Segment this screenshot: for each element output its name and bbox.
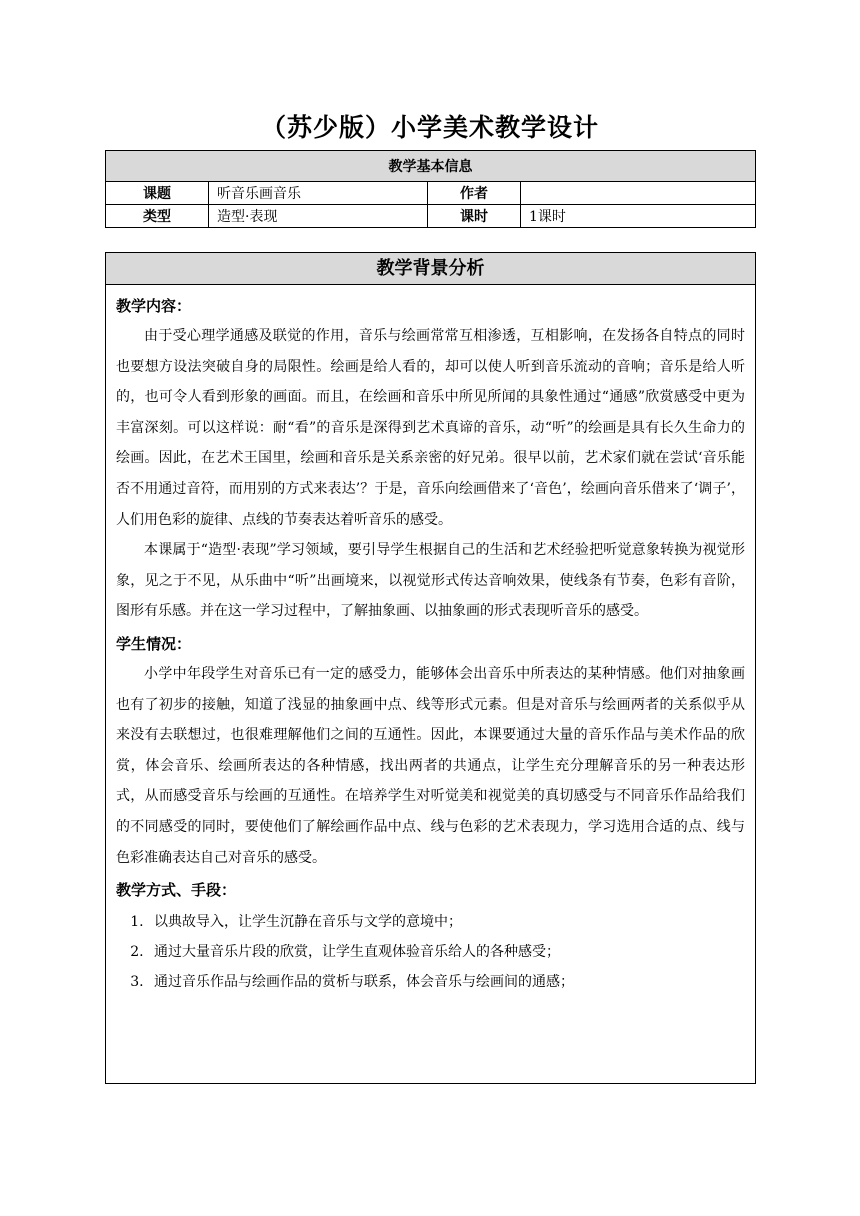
methods-section-title: 教学方式、手段： <box>116 881 237 900</box>
list-item: 2. 通过大量音乐片段的欣赏，让学生直观体验音乐给人的各种感受； <box>148 937 745 967</box>
topic-value: 听音乐画音乐 <box>209 182 428 205</box>
content-paragraph-1: 由于受心理学通感及联觉的作用，音乐与绘画常常互相渗透，互相影响，在发扬各自特点的同时也要想方设法突破自身的局限性。绘画是给人看的，却可以使人听到音乐流动的音响；音乐是给人听的，也可令人看到形象的画面。而且，在绘画和音乐中所见所闻的具象性通过“通感”欣赏感受中更为丰富深刻。可以这样说：耐“看”的音乐是深得到艺术真谛的音乐，动“听”的绘画是具有长久生命力的绘画。因此，在艺术王国里，绘画和音乐是关系亲密的好兄弟。很早以前，艺术家们就在尝试‘音乐能否不用通过音符，而用别的方式来表达’？于是，音乐向绘画借来了‘音色’，绘画向音乐借来了‘调子’，人们用色彩的旋律、点线的节奏表达着听音乐的感受。 <box>116 328 745 528</box>
background-analysis-header: 教学背景分析 <box>106 253 755 285</box>
document-title: （苏少版）小学美术教学设计 <box>260 113 599 142</box>
author-label: 作者 <box>428 182 521 205</box>
background-analysis-box <box>105 252 756 1084</box>
content-paragraph-2: 本课属于“造型·表现”学习领域，要引导学生根据自己的生活和艺术经验把听觉意象转换为视觉形象，见之于不见，从乐曲中“听”出画境来，以视觉形式传达音响效果，使线条有节奏，色彩有音阶，图形有乐感。并在这一学习过程中，了解抽象画、以抽象画的形式表现听音乐的感受。 <box>116 542 745 620</box>
topic-label: 课题 <box>106 182 209 205</box>
content-section-title: 教学内容： <box>116 297 192 315</box>
table-row <box>106 182 756 205</box>
basic-info-table <box>105 150 756 228</box>
period-label: 课时 <box>428 205 521 228</box>
table-row <box>106 205 756 228</box>
student-paragraph: 小学中年段学生对音乐已有一定的感受力，能够体会出音乐中所表达的某种情感。他们对抽象画也有了初步的接触，知道了浅显的抽象画中点、线等形式元素。但是对音乐与绘画两者的关系似乎从来没有去联想过，也很难理解他们之间的互通性。因此，本课要通过大量的音乐作品与美术作品的欣赏，体会音乐、绘画所表达的各种情感，找出两者的共通点，让学生充分理解音乐的另一种表达形式，从而感受音乐与绘画的互通性。在培养学生对听觉美和视觉美的真切感受与不同音乐作品给我们的不同感受的同时，要使他们了解绘画作品中点、线与色彩的艺术表现力，学习选用合适的点、线与色彩准确表达自己对音乐的感受。 <box>116 665 745 866</box>
type-value: 造型·表现 <box>209 205 428 228</box>
basic-info-header: 教学基本信息 <box>106 151 756 182</box>
period-value: 1课时 <box>521 205 756 228</box>
student-section-title: 学生情况： <box>116 634 192 653</box>
list-item: 3. 通过音乐作品与绘画作品的赏析与联系，体会音乐与绘画间的通感； <box>148 967 745 997</box>
type-label: 类型 <box>106 205 209 228</box>
methods-list <box>116 907 745 997</box>
author-value <box>521 182 756 205</box>
list-item: 1. 以典故导入，让学生沉静在音乐与文学的意境中； <box>148 907 745 937</box>
